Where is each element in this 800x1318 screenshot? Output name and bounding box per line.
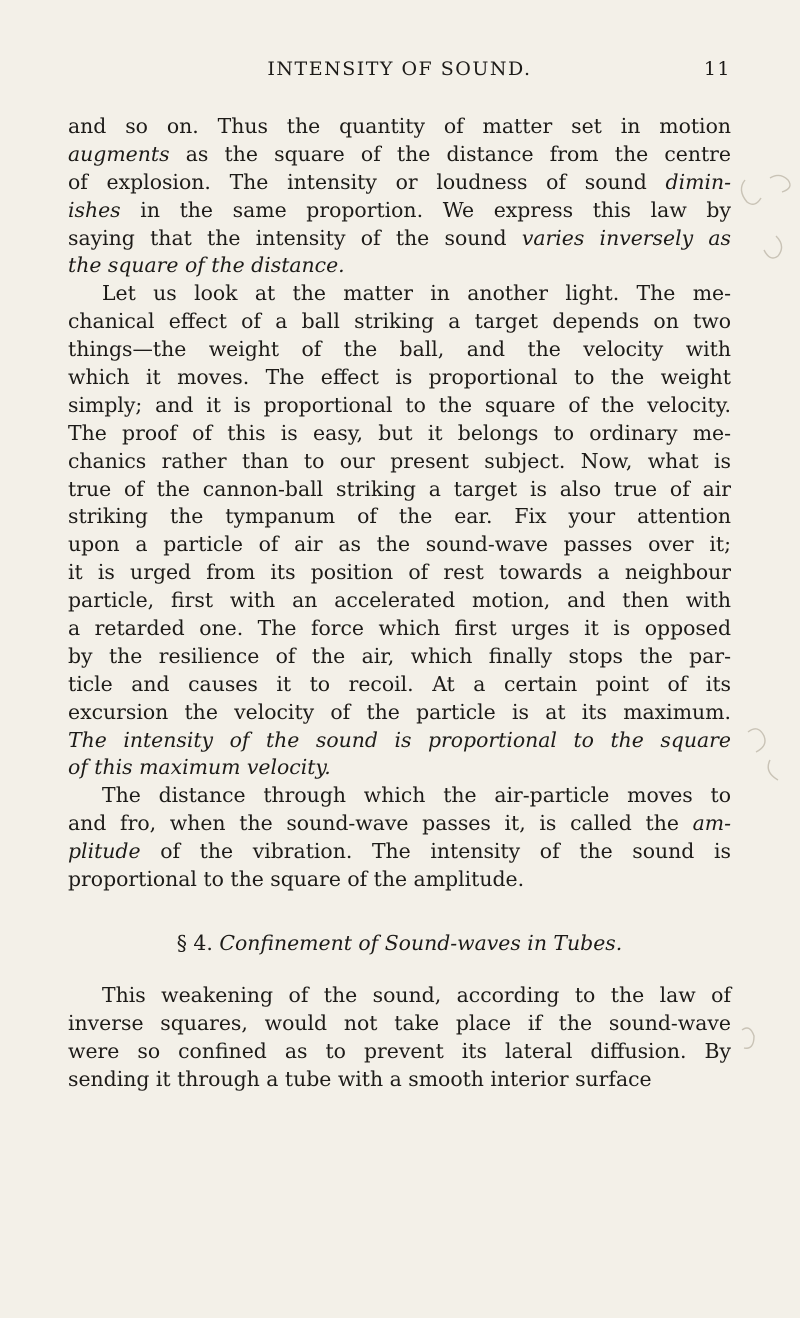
text-line (68, 727, 731, 755)
running-header (68, 58, 731, 86)
text-line (68, 866, 731, 894)
text-run: things—the weight of the ball, and the velocity with (68, 337, 731, 362)
italic-text: the square of the distance. (68, 253, 345, 278)
text-line (68, 503, 731, 531)
italic-text: augments (68, 141, 170, 166)
text-run: sending it through a tube with a smooth interior surface (68, 1066, 652, 1091)
text-line (68, 982, 731, 1010)
text-line (68, 1066, 731, 1094)
text-line (68, 782, 731, 810)
section-number: § 4. (176, 930, 213, 955)
text-run: chanics rather than to our present subject. Now, what is (68, 448, 731, 473)
page-number: 11 (703, 58, 731, 80)
text-line (68, 754, 731, 782)
text-line (68, 671, 731, 699)
text-line (68, 587, 731, 615)
text-run: particle, first with an accelerated motion, and then with (68, 588, 731, 613)
text-line (68, 1010, 731, 1038)
text-run: proportional to the square of the amplitude. (68, 867, 525, 892)
text-line (68, 476, 731, 504)
text-run: and so on. Thus the quantity of matter set in motion (68, 114, 731, 138)
italic-text: dimin- (665, 169, 731, 194)
text-run: inverse squares, would not take place if the sound-wave (68, 1010, 731, 1035)
italic-text: of this maximum velocity. (68, 755, 331, 780)
text-line (68, 113, 731, 141)
paragraph-1 (68, 113, 731, 280)
text-run: of explosion. The intensity or loudness of sound (68, 169, 666, 194)
text-line (68, 308, 731, 336)
running-title: INTENSITY OF SOUND. (267, 58, 532, 80)
text-run: saying that the intensity of the sound (68, 225, 522, 250)
text-line (68, 810, 731, 838)
text-run: This weakening of the sound, according to the law of (102, 982, 731, 1007)
section-title: Confinement of Sound-waves in Tubes. (219, 930, 623, 955)
italic-text: plitude (68, 839, 141, 864)
text-line (68, 225, 731, 253)
text-line (68, 141, 731, 169)
text-run: in the same proportion. We express this law by (120, 197, 731, 222)
paragraph-3 (68, 782, 731, 894)
text-run: Let us look at the matter in another light. The me- (102, 281, 731, 306)
paragraph-4 (68, 982, 731, 1094)
text-run: simply; and it is proportional to the square of the velocity. (68, 392, 731, 417)
paragraph-2 (68, 280, 731, 782)
text-run: striking the tympanum of the ear. Fix your attention (68, 504, 731, 529)
text-line (68, 392, 731, 420)
text-line (68, 448, 731, 476)
text-run: upon a particle of air as the sound-wave passes over it; (68, 532, 731, 557)
text-run: as the square of the distance from the centre (169, 141, 731, 166)
italic-text: ishes (68, 197, 121, 222)
text-run: excursion the velocity of the particle is at its maximum. (68, 699, 731, 724)
text-line (68, 197, 731, 225)
text-line (68, 1038, 731, 1066)
text-run: chanical effect of a ball striking a target depends on two (68, 309, 731, 334)
text-run: were so confined as to prevent its lateral diffusion. By (68, 1038, 731, 1063)
text-run: ticle and causes it to recoil. At a certain point of its (68, 671, 731, 696)
italic-text: varies inversely as (521, 225, 732, 250)
text-run: The distance through which the air-particle moves to (102, 783, 731, 808)
text-run: and fro, when the sound-wave passes it, is called the (68, 811, 693, 836)
text-line (68, 364, 731, 392)
text-line (68, 531, 731, 559)
text-run: The proof of this is easy, but it belongs to ordinary me- (68, 420, 731, 445)
text-run: it is urged from its position of rest towards a neighbour (68, 560, 731, 585)
text-run: true of the cannon-ball striking a target is also true of air (68, 476, 731, 501)
text-line (68, 420, 731, 448)
text-line (68, 838, 731, 866)
section-heading (68, 930, 731, 958)
text-line (68, 336, 731, 364)
text-line (68, 699, 731, 727)
text-run: which it moves. The effect is proportional to the weight (68, 365, 731, 390)
text-run: by the resilience of the air, which finally stops the par- (68, 643, 731, 668)
body-text (68, 113, 731, 1093)
text-line (68, 252, 731, 280)
text-line (68, 615, 731, 643)
italic-text: am- (692, 811, 731, 836)
section-spacer (68, 894, 731, 930)
text-line (68, 280, 731, 308)
text-run: a retarded one. The force which first urges it is opposed (68, 616, 731, 641)
text-line (68, 169, 731, 197)
text-line (68, 643, 731, 671)
text-run: of the vibration. The intensity of the sound is (140, 839, 731, 864)
text-line (68, 559, 731, 587)
italic-text: The intensity of the sound is proportional to the square (68, 727, 731, 752)
